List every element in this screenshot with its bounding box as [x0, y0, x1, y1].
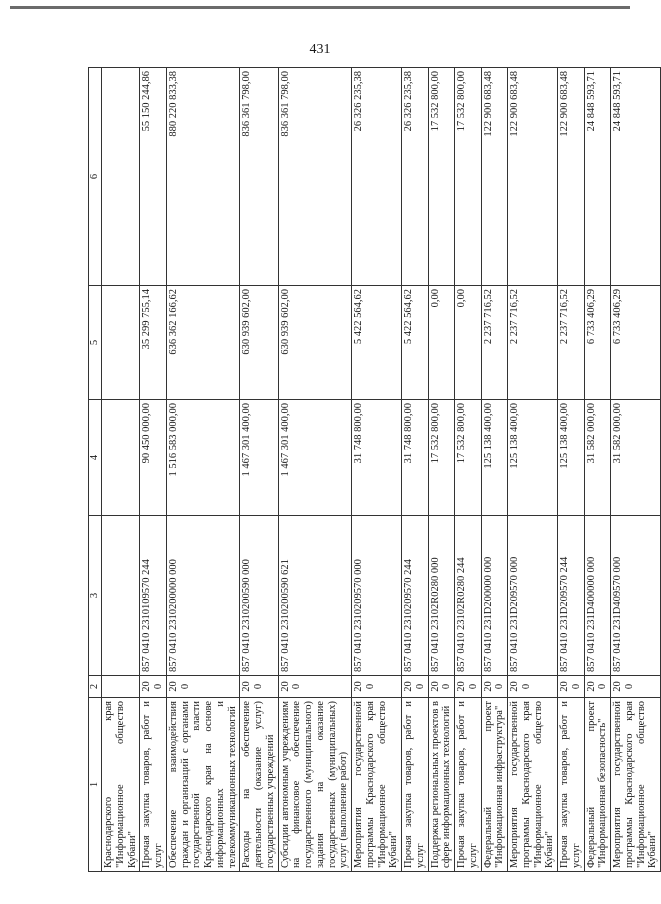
row-value-col6: 24 848 593,71: [584, 68, 611, 286]
row-name: Краснодарского края "Информационное общество Кубани": [102, 698, 140, 872]
header-cell: 4: [89, 400, 102, 516]
table-row: [428, 68, 455, 872]
header-cell: 6: [89, 68, 102, 286]
row-value-col4: 125 138 400,00: [481, 400, 508, 516]
row-value-col4: 1 467 301 400,00: [240, 400, 278, 516]
row-value-col5: 5 422 564,62: [402, 286, 429, 400]
row-name: Расходы на обеспечение деятельности (оказание услуг) государственных учреждений: [240, 698, 278, 872]
table-row: [278, 68, 352, 872]
row-classifier: [102, 516, 140, 676]
row-value-col4: 125 138 400,00: [508, 400, 558, 516]
row-value-col4: 1 467 301 400,00: [278, 400, 352, 516]
row-name: Прочая закупка товаров, работ и услуг: [140, 698, 167, 872]
row-classifier: 857 0410 231D409570 000: [611, 516, 661, 676]
row-classifier: 857 0410 23102R0280 000: [428, 516, 455, 676]
row-value-col5: 6 733 406,29: [584, 286, 611, 400]
budget-table: [88, 67, 661, 872]
row-name: Прочая закупка товаров, работ и услуг: [402, 698, 429, 872]
row-classifier: 857 0410 2310200590 000: [240, 516, 278, 676]
row-value-col5: 0,00: [428, 286, 455, 400]
row-value-col5: 0,00: [455, 286, 482, 400]
row-classifier: 857 0410 231D209570 244: [558, 516, 585, 676]
table-row: [611, 68, 661, 872]
rotated-table-frame: [88, 68, 659, 872]
header-cell: 3: [89, 516, 102, 676]
row-code: 200: [352, 676, 402, 698]
table-row: [352, 68, 402, 872]
row-value-col6: 880 220 833,38: [166, 68, 240, 286]
row-name: Субсидии автономным учреждениям на финансовое обеспечение государственного (муниципального) задания на оказание государственных (муниципальных) услуг (выполнение работ): [278, 698, 352, 872]
table-row: [102, 68, 140, 872]
row-code: 200: [240, 676, 278, 698]
row-code: 200: [140, 676, 167, 698]
row-classifier: 857 0410 231D400000 000: [584, 516, 611, 676]
row-value-col6: 122 900 683,48: [508, 68, 558, 286]
row-value-col5: 630 939 602,00: [278, 286, 352, 400]
row-value-col4: [102, 400, 140, 516]
row-value-col6: 26 326 235,38: [352, 68, 402, 286]
table-row: [402, 68, 429, 872]
row-value-col5: 5 422 564,62: [352, 286, 402, 400]
row-code: 200: [558, 676, 585, 698]
row-value-col4: 31 582 000,00: [611, 400, 661, 516]
row-value-col5: 6 733 406,29: [611, 286, 661, 400]
row-value-col6: 55 150 244,86: [140, 68, 167, 286]
header-cell: 1: [89, 698, 102, 872]
row-code: 200: [278, 676, 352, 698]
table-row: [240, 68, 278, 872]
row-name: Мероприятия государственной программы Краснодарского края "Информационное общество Кубани": [508, 698, 558, 872]
row-value-col6: 836 361 798,00: [278, 68, 352, 286]
row-value-col5: 2 237 716,52: [508, 286, 558, 400]
row-code: 200: [508, 676, 558, 698]
row-value-col6: 122 900 683,48: [558, 68, 585, 286]
table-row: [481, 68, 508, 872]
row-code: 200: [428, 676, 455, 698]
table-row: [455, 68, 482, 872]
row-value-col5: 2 237 716,52: [481, 286, 508, 400]
row-value-col4: 31 748 800,00: [402, 400, 429, 516]
row-code: [102, 676, 140, 698]
row-code: 200: [481, 676, 508, 698]
row-value-col5: 636 362 166,62: [166, 286, 240, 400]
header-cell: 2: [89, 676, 102, 698]
row-name: Федеральный проект "Информационная инфраструктура": [481, 698, 508, 872]
row-value-col5: [102, 286, 140, 400]
table-row: [558, 68, 585, 872]
row-classifier: 857 0410 2310200590 621: [278, 516, 352, 676]
row-value-col4: 31 748 800,00: [352, 400, 402, 516]
row-classifier: 857 0410 2310200000 000: [166, 516, 240, 676]
row-classifier: 857 0410 2310209570 244: [402, 516, 429, 676]
row-value-col4: 1 516 583 000,00: [166, 400, 240, 516]
row-code: 200: [166, 676, 240, 698]
row-value-col6: [102, 68, 140, 286]
row-classifier: 857 0410 2310209570 000: [352, 516, 402, 676]
row-code: 200: [402, 676, 429, 698]
row-value-col6: 26 326 235,38: [402, 68, 429, 286]
page-number: 431: [309, 42, 331, 57]
row-classifier: 857 0410 231D200000 000: [481, 516, 508, 676]
table-row: [584, 68, 611, 872]
row-classifier: 857 0410 231D209570 000: [508, 516, 558, 676]
row-value-col5: 630 939 602,00: [240, 286, 278, 400]
row-value-col4: 125 138 400,00: [558, 400, 585, 516]
table-row: [140, 68, 167, 872]
row-classifier: 857 0410 23102R0280 244: [455, 516, 482, 676]
row-value-col4: 31 582 000,00: [584, 400, 611, 516]
rotated-table-area: [88, 68, 659, 872]
row-name: Федеральный проект "Информационная безопасность": [584, 698, 611, 872]
row-value-col6: 17 532 800,00: [455, 68, 482, 286]
row-value-col6: 17 532 800,00: [428, 68, 455, 286]
table-row: [508, 68, 558, 872]
table-row: [166, 68, 240, 872]
scan-top-border: [10, 6, 630, 9]
row-name: Мероприятия государственной программы Краснодарского края "Информационное общество Кубани": [352, 698, 402, 872]
row-value-col4: 17 532 800,00: [428, 400, 455, 516]
row-name: Прочая закупка товаров, работ и услуг: [455, 698, 482, 872]
row-classifier: 857 0410 2310109570 244: [140, 516, 167, 676]
row-code: 200: [455, 676, 482, 698]
header-row: [89, 68, 102, 872]
row-name: Обеспечение взаимодействия граждан и организаций с органами государственной власти Краснодарского края на основе информационных и телекоммуникационных технологий: [166, 698, 240, 872]
row-name: Прочая закупка товаров, работ и услуг: [558, 698, 585, 872]
row-value-col4: 17 532 800,00: [455, 400, 482, 516]
header-cell: 5: [89, 286, 102, 400]
row-value-col4: 90 450 000,00: [140, 400, 167, 516]
row-value-col5: 2 237 716,52: [558, 286, 585, 400]
row-value-col6: 836 361 798,00: [240, 68, 278, 286]
row-code: 200: [611, 676, 661, 698]
row-code: 200: [584, 676, 611, 698]
row-name: Поддержка региональных проектов в сфере информационных технологий: [428, 698, 455, 872]
row-value-col6: 24 848 593,71: [611, 68, 661, 286]
row-value-col6: 122 900 683,48: [481, 68, 508, 286]
row-name: Мероприятия государственной программы Краснодарского края "Информационное общество Кубани": [611, 698, 661, 872]
row-value-col5: 35 299 755,14: [140, 286, 167, 400]
